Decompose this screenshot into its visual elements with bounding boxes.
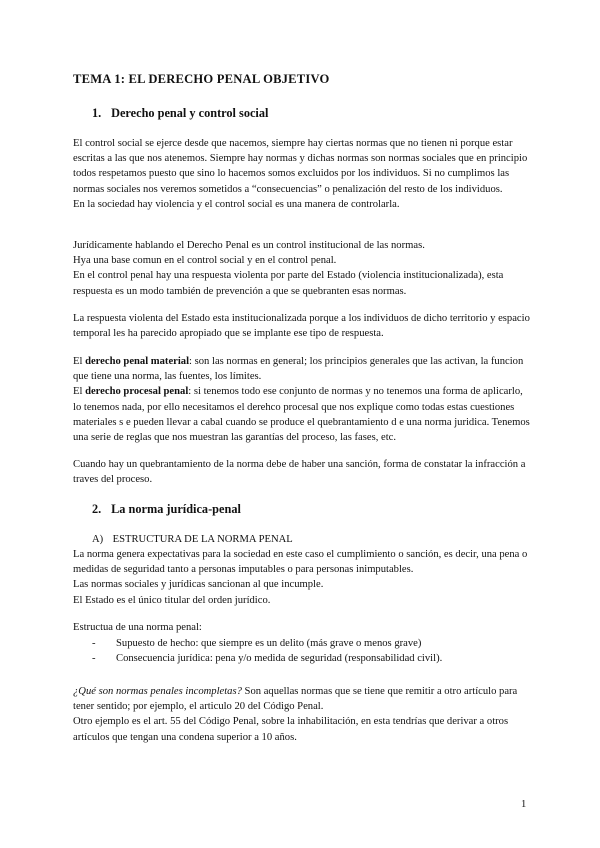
paragraph-text: Otro ejemplo es el art. 55 del Código Penal, sobre la inhabilitación, en esta tendrías que derivar a otros artículos que tengan una condena superior a 10 años. — [73, 716, 509, 743]
text-run: : si tenemos todo ese conjunto de normas y no tenemos una forma de aplicarlo, lo tenemos nada, por ello necesitamos el derehco procesal que nos explique como todas estas cuestiones materiales s e pueden llevar a cabal cuando se produce el quebrantamiento d e una norma juridica. Tenemos una serie de reglas que nos muestran las garantías del proceso, las fases, etc. — [73, 386, 530, 444]
derecho-procesal-penal-definition — [73, 384, 533, 445]
paragraph-text: Jurídicamente hablando el Derecho Penal es un control institucional de las normas. — [73, 240, 425, 251]
subsection-a-number: A) — [92, 534, 104, 545]
answer-text: Son aquellas normas que se tiene que remitir a otro artículo para tener sentido; por ejemplo, el articulo 20 del Código Penal. — [73, 686, 518, 713]
incomplete-norms-paragraph — [73, 684, 533, 745]
section-2-paragraph-1 — [73, 547, 533, 608]
paragraph-text: El Estado es el único titular del orden jurídico. — [73, 594, 271, 606]
dash-bullet: - — [92, 653, 96, 665]
section-2-heading — [92, 502, 241, 517]
section-1-paragraph-1 — [73, 136, 533, 212]
section-1-paragraph-5 — [73, 457, 533, 487]
subsection-a-heading — [92, 532, 293, 547]
structure-intro — [73, 620, 533, 635]
section-1-paragraph-4 — [73, 354, 533, 445]
question-text: ¿Qué son normas penales incompletas? — [73, 686, 242, 697]
paragraph-text: En la sociedad hay violencia y el control social es una manera de controlarla. — [73, 198, 400, 210]
paragraph-text: En el control penal hay una respuesta violenta por parte del Estado (violencia institucionalizada), esta respuesta es un modo también de prevención a que se quebranten esas normas. — [73, 270, 504, 297]
page-number: 1 — [521, 799, 527, 810]
paragraph-text: Cuando hay un quebrantamiento de la norma debe de haber una sanción, forma de constatar la infracción a traves del proceso. — [73, 459, 526, 486]
paragraph-text: El control social se ejerce desde que nacemos, siempre hay ciertas normas que no tienen ni porque estar escritas a las que nos atenemos. Siempre hay normas y dichas normas son normas sociales que en principio todos respetamos puesto que sino lo hacemos somos excluidos por los individuos. Si no cumplimos las normas sociales nos veremos sometidos a “consecuencias” o penalización del resto de los individuos. — [73, 138, 528, 195]
list-item-text: Supuesto de hecho: que siempre es un delito (más grave o menos grave) — [116, 638, 422, 649]
term-derecho-penal-material: derecho penal material — [85, 356, 190, 367]
section-1-title: Derecho penal y control social — [111, 106, 269, 120]
paragraph-text: Las normas sociales y jurídicas sancionan al que incumple. — [73, 579, 324, 591]
term-derecho-procesal-penal: derecho procesal penal — [85, 386, 189, 398]
text-run: El — [73, 356, 86, 367]
paragraph-text: Hya una base comun en el control social y en el control penal. — [73, 255, 337, 267]
question-paragraph — [73, 684, 533, 714]
paragraph-text: La norma genera expectativas para la sociedad en este caso el cumplimiento o sanción, es decir, una pena o medidas de seguridad tanto a personas imputables o para personas inimputables. — [73, 549, 528, 576]
section-1-number: 1. — [92, 106, 102, 120]
paragraph-text: Estructua de una norma penal: — [73, 622, 202, 633]
derecho-penal-material-definition — [73, 354, 533, 384]
list-item — [92, 651, 532, 666]
list-item — [92, 636, 532, 651]
structure-list — [92, 636, 532, 666]
section-1-heading — [92, 106, 268, 121]
section-1-paragraph-3 — [73, 311, 533, 341]
section-2-title: La norma jurídica-penal — [111, 502, 241, 516]
text-run: : son las normas en general; los principios generales que las activan, la funcion que tiene una norma, las fuentes, los límites. — [73, 356, 524, 383]
text-run: El — [73, 386, 86, 398]
document-title: TEMA 1: EL DERECHO PENAL OBJETIVO — [73, 72, 330, 86]
section-1-paragraph-2 — [73, 238, 533, 299]
dash-bullet: - — [92, 638, 96, 649]
paragraph-text: La respuesta violenta del Estado esta institucionalizada porque a los individuos de dicho territorio y espacio temporal les ha parecido apropiado que se implante ese tipo de respuesta. — [73, 313, 530, 340]
section-2-number: 2. — [92, 502, 102, 516]
list-item-text: Consecuencia jurídica: pena y/o medida de seguridad (responsabilidad civil). — [116, 653, 443, 665]
subsection-a-title: ESTRUCTURA DE LA NORMA PENAL — [112, 534, 293, 545]
